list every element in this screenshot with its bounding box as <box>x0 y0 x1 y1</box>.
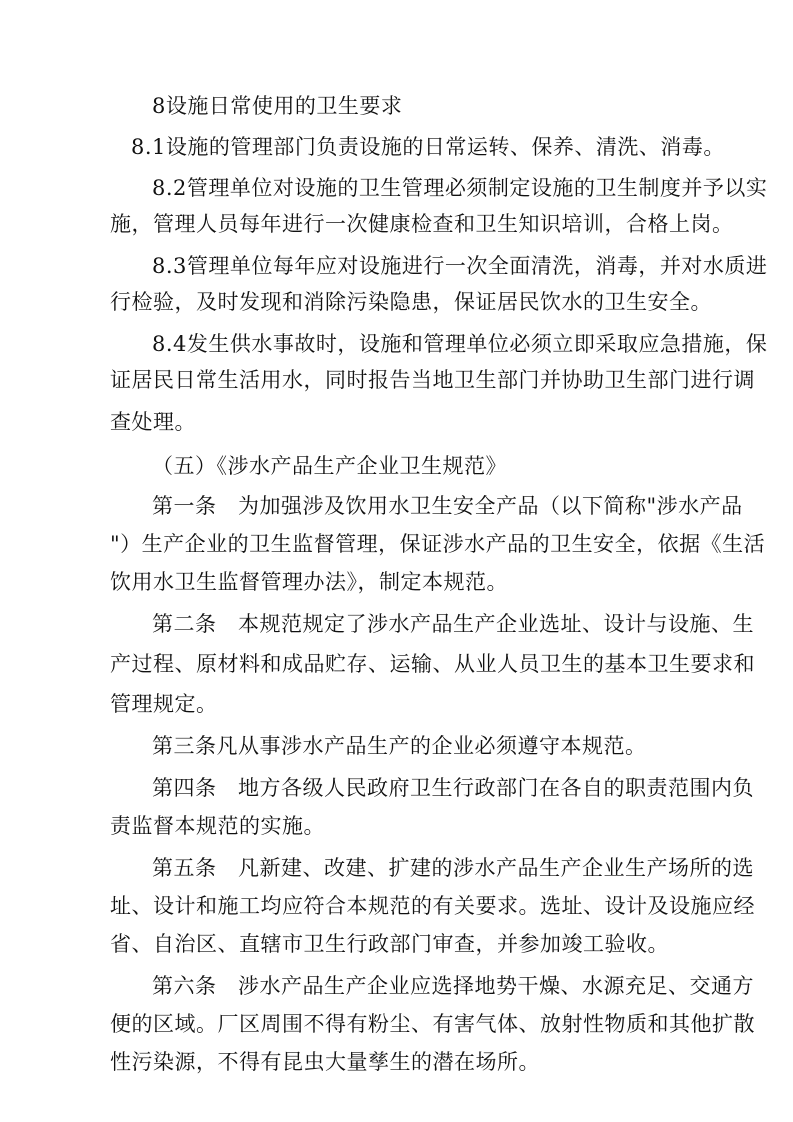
article-line: 第五条 凡新建、改建、扩建的涉水产品生产企业生产场所的选 <box>152 856 754 880</box>
article-line: 饮用水卫生监督管理办法》，制定本规范。 <box>110 570 508 594</box>
paragraph-line: 查处理。 <box>110 410 196 434</box>
paragraph-line: 8.3管理单位每年应对设施进行一次全面清洗，消毒，并对水质进 <box>152 254 768 278</box>
article-line: 便的区域。厂区周围不得有粉尘、有害气体、放射性物质和其他扩散 <box>110 1012 755 1036</box>
section-heading: 8设施日常使用的卫生要求 <box>152 94 403 118</box>
article-line: 管理规定。 <box>110 692 218 716</box>
article-line: 第一条 为加强涉及饮用水卫生安全产品（以下简称"涉水产品 <box>152 494 743 518</box>
article-line: 第三条凡从事涉水产品生产的企业必须遵守本规范。 <box>152 734 647 758</box>
article-line: 第二条 本规范规定了涉水产品生产企业选址、设计与设施、生 <box>152 612 754 636</box>
paragraph-line: 证居民日常生活用水，同时报告当地卫生部门并协助卫生部门进行调 <box>110 368 755 392</box>
paragraph-line: 8.4发生供水事故时，设施和管理单位必须立即采取应急措施，保 <box>152 332 768 356</box>
article-line: 址、设计和施工均应符合本规范的有关要求。选址、设计及设施应经 <box>110 894 755 918</box>
paragraph-line: 8.1设施的管理部门负责设施的日常运转、保养、清洗、消毒。 <box>131 135 725 159</box>
article-line: 第六条 涉水产品生产企业应选择地势干燥、水源充足、交通方 <box>152 974 754 998</box>
article-line: 产过程、原材料和成品贮存、运输、从业人员卫生的基本卫生要求和 <box>110 652 755 676</box>
article-line: "）生产企业的卫生监督管理，保证涉水产品的卫生安全，依据《生活 <box>110 532 766 556</box>
section-title: （五）《涉水产品生产企业卫生规范》 <box>152 454 507 478</box>
paragraph-line: 行检验，及时发现和消除污染隐患，保证居民饮水的卫生安全。 <box>110 290 712 314</box>
article-line: 省、自治区、直辖市卫生行政部门审查，并参加竣工验收。 <box>110 932 669 956</box>
article-line: 第四条 地方各级人民政府卫生行政部门在各自的职责范围内负 <box>152 776 754 800</box>
article-line: 责监督本规范的实施。 <box>110 814 325 838</box>
paragraph-line: 8.2管理单位对设施的卫生管理必须制定设施的卫生制度并予以实 <box>152 176 768 200</box>
article-line: 性污染源，不得有昆虫大量孳生的潜在场所。 <box>110 1050 540 1074</box>
paragraph-line: 施，管理人员每年进行一次健康检查和卫生知识培训，合格上岗。 <box>110 212 734 236</box>
